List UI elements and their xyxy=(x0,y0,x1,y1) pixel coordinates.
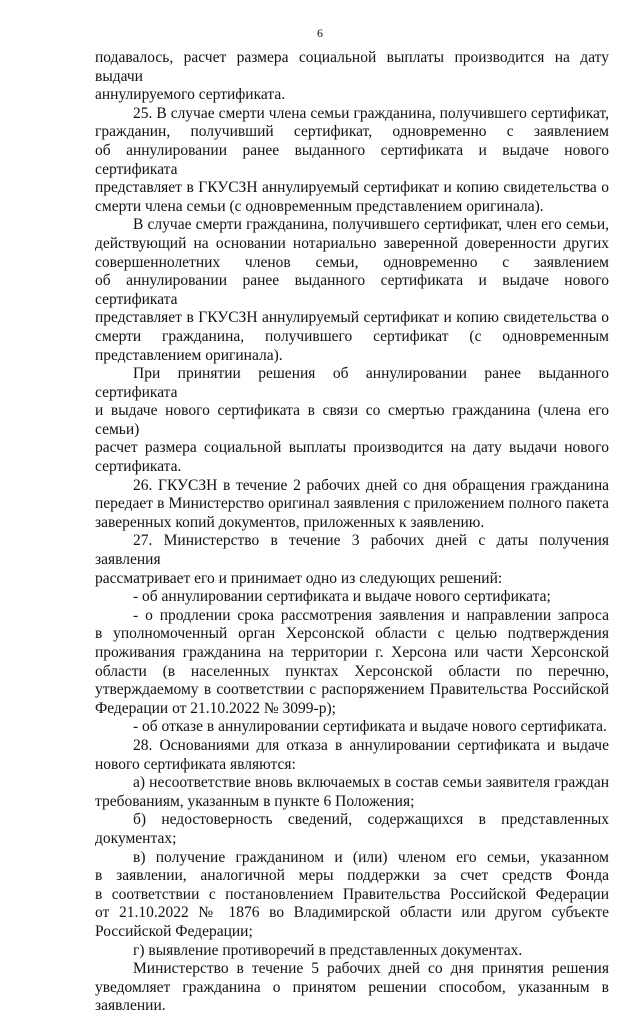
text-line: нового сертификата являются: xyxy=(95,755,296,773)
text-line: а) несоответствие вновь включаемых в состав семьи заявителя граждан xyxy=(133,774,609,792)
document-body xyxy=(95,49,609,1016)
text-line: рассматривает его и принимает одно из следующих решений: xyxy=(95,569,503,587)
text-line: и выдаче нового сертификата в связи со смертью гражданина (члена его семьи) xyxy=(95,402,609,438)
text-line: г) выявление противоречий в представленных документах. xyxy=(133,941,523,959)
text-line: - о продлении срока рассмотрения заявления и направлении запроса xyxy=(133,606,609,624)
text-line: документах; xyxy=(95,829,177,847)
text-line: - об отказе в аннулировании сертификата и выдаче нового сертификата. xyxy=(133,718,607,736)
text-line: В случае смерти гражданина, получившего сертификат, член его семьи, xyxy=(133,216,609,234)
text-line: представляет в ГКУСЗН аннулируемый сертификат и копию свидетельства о xyxy=(95,179,609,197)
text-line: совершеннолетних членов семьи, одновременно с заявлением xyxy=(95,253,609,271)
text-line: заверенных копий документов, приложенных к заявлению. xyxy=(95,513,485,531)
text-line: представляет в ГКУСЗН аннулируемый сертификат и копию свидетельства о xyxy=(95,309,609,327)
text-line: 27. Министерство в течение 3 рабочих дней с даты получения заявления xyxy=(95,532,609,569)
text-line: б) недостоверность сведений, содержащихся в представленных xyxy=(133,811,609,829)
text-line: 26. ГКУСЗН в течение 2 рабочих дней со дня обращения гражданина xyxy=(133,476,609,494)
text-line: передает в Министерство оригинал заявления с приложением полного пакета xyxy=(95,495,609,513)
text-line: смерти члена семьи (с одновременным представлением оригинала). xyxy=(95,197,544,215)
text-line: области (в населенных пунктах Херсонской области по перечню, xyxy=(95,662,609,680)
page-number: 6 xyxy=(317,26,323,40)
text-line: 28. Основаниями для отказа в аннулировании сертификата и выдаче xyxy=(133,736,609,754)
text-line: представлением оригинала). xyxy=(95,346,283,364)
text-line: гражданин, получивший сертификат, одновременно с заявлением xyxy=(95,123,609,141)
text-line: смерти гражданина, получившего сертификат (с одновременным xyxy=(95,327,609,345)
text-line: аннулируемого сертификата. xyxy=(95,86,286,104)
text-line: в заявлении, аналогичной меры поддержки за счет средств Фонда xyxy=(95,867,609,885)
text-line: При принятии решения об аннулировании ранее выданного сертификата xyxy=(95,365,609,401)
text-line: сертификата. xyxy=(95,458,182,476)
text-line: проживания гражданина на территории г. Херсона или части Херсонской xyxy=(95,644,609,661)
text-line: об аннулировании ранее выданного сертификата и выдаче нового сертификата xyxy=(95,141,609,178)
text-line: об аннулировании ранее выданного сертификата и выдаче нового сертификата xyxy=(95,272,609,308)
text-line: в соответствии с постановлением Правительства Российской Федерации xyxy=(95,885,609,903)
text-line: от 21.10.2022 № 1876 во Владимирской области или другом субъекте xyxy=(95,904,609,922)
text-line: Министерство в течение 5 рабочих дней со дня принятия решения xyxy=(133,960,609,978)
text-line: в уполномоченный орган Херсонской области с целью подтверждения xyxy=(95,625,609,643)
text-line: 25. В случае смерти члена семьи гражданина, получившего сертификат, xyxy=(133,104,609,122)
text-line: действующий на основании нотариально заверенной доверенности других xyxy=(95,234,609,252)
text-line: уведомляет гражданина о принятом решении способом, указанным в заявлении. xyxy=(95,978,609,1015)
text-line: подавалось, расчет размера социальной выплаты производится на дату выдачи xyxy=(95,49,609,85)
text-line: Российской Федерации; xyxy=(95,922,253,940)
text-line: Федерации от 21.10.2022 № 3099-р); xyxy=(95,699,336,717)
text-line: требованиям, указанным в пункте 6 Положения; xyxy=(95,792,415,810)
text-line: расчет размера социальной выплаты производится на дату выдачи нового xyxy=(95,439,609,457)
text-line: - об аннулировании сертификата и выдаче нового сертификата; xyxy=(133,588,551,606)
text-line: в) получение гражданином и (или) членом его семьи, указанном xyxy=(133,848,609,866)
text-line: утверждаемому в соответствии с распоряжением Правительства Российской xyxy=(95,681,609,699)
